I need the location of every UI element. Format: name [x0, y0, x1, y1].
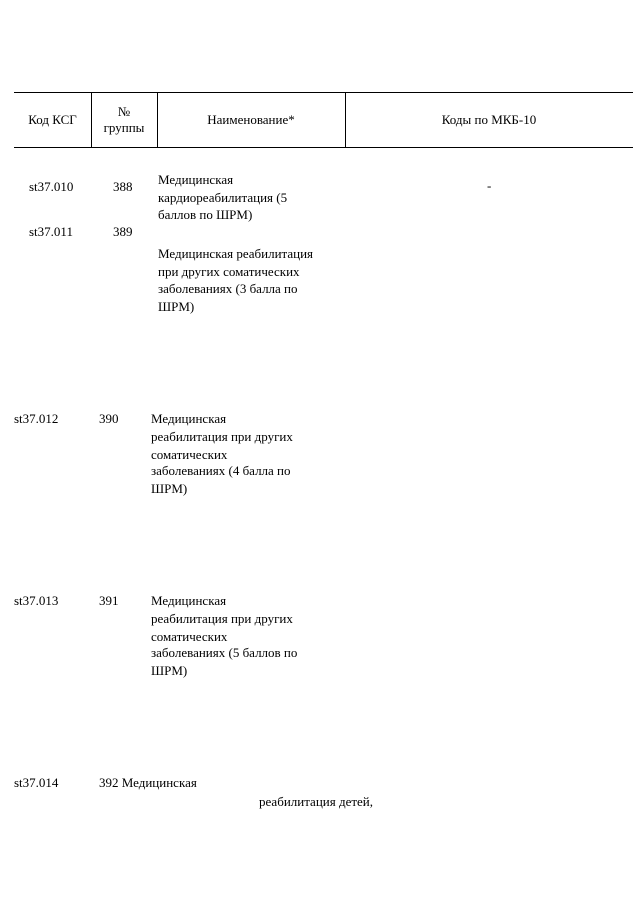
row-code: st37.013 — [14, 593, 59, 608]
row-name-line: соматических — [151, 447, 228, 462]
row-name-line: реабилитация при других — [151, 611, 293, 626]
row-name-line: ШРМ) — [151, 663, 188, 678]
header-group-line2: группы — [103, 120, 145, 135]
header-group-line1: № — [117, 104, 131, 119]
row-code: st37.014 — [14, 775, 59, 790]
header-group — [91, 93, 157, 147]
row-name-line: Медицинская реабилитация — [158, 246, 314, 261]
row-name-line: баллов по ШРМ) — [158, 207, 253, 222]
row-name-line: при других соматических — [158, 264, 300, 279]
row-name-line: реабилитация при других — [151, 429, 293, 444]
header-icd-label: Коды по МКБ-10 — [441, 112, 537, 127]
row-group: 388 — [113, 179, 133, 194]
table-header — [14, 92, 633, 148]
row-code: st37.011 — [29, 224, 73, 239]
row-name-line: Медицинская — [151, 593, 227, 608]
row-name-line: заболеваниях (5 баллов по — [151, 645, 298, 660]
row-group: 390 — [99, 411, 119, 426]
row-group-and-name: 392 Медицинская — [99, 775, 197, 790]
row-name-line: Медицинская — [151, 411, 227, 426]
row-name-line: заболеваниях (3 балла по — [158, 281, 298, 296]
header-code — [14, 93, 91, 147]
row-name-line: ШРМ) — [151, 481, 188, 496]
row-code: st37.010 — [29, 179, 74, 194]
row-icd: - — [487, 178, 492, 193]
header-name-label: Наименование* — [207, 112, 295, 127]
row-group: 391 — [99, 593, 119, 608]
header-icd — [345, 93, 633, 147]
row-name-line: ШРМ) — [158, 299, 195, 314]
row-code: st37.012 — [14, 411, 59, 426]
row-name-line: кардиореабилитация (5 — [158, 190, 288, 205]
row-name-line: соматических — [151, 629, 228, 644]
header-code-label: Код КСГ — [28, 112, 77, 127]
row-group: 389 — [113, 224, 133, 239]
row-name-line: заболеваниях (4 балла по — [151, 463, 291, 478]
header-name — [157, 93, 345, 147]
row-name-line: Медицинская — [158, 172, 234, 187]
row-name-line: реабилитация детей, — [259, 794, 374, 809]
